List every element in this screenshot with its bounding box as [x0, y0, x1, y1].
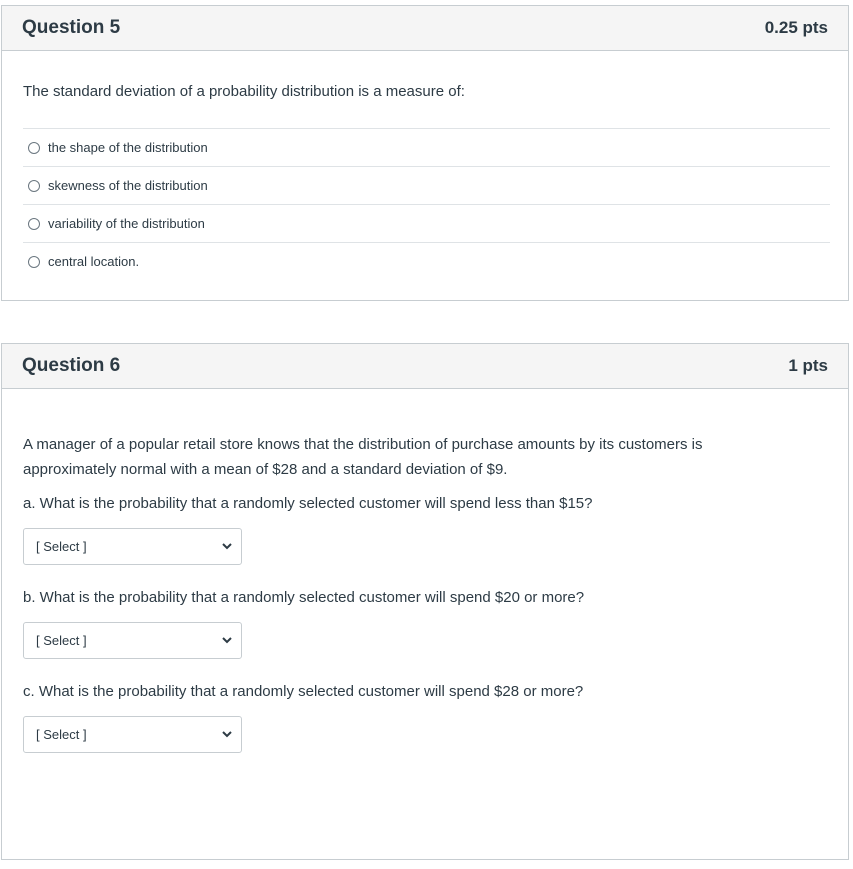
- radio-button[interactable]: [28, 142, 40, 154]
- sub-question-a: a. What is the probability that a randomly selected customer will spend less than $15?: [23, 495, 593, 512]
- question-points: 0.25 pts: [764, 18, 828, 37]
- chevron-down-icon: [221, 635, 233, 647]
- sub-question-b: b. What is the probability that a randomly selected customer will spend $20 or more?: [23, 589, 585, 606]
- radio-button[interactable]: [28, 180, 40, 192]
- dropdown-value: [ Select ]: [36, 539, 87, 554]
- question-6-card: [1, 343, 849, 860]
- answer-dropdown-a[interactable]: [23, 528, 242, 565]
- answer-label: the shape of the distribution: [48, 140, 208, 155]
- question-points: 1 pts: [788, 356, 828, 375]
- question-title: Question 6: [22, 355, 121, 376]
- answer-dropdown-c[interactable]: [23, 716, 242, 753]
- answer-label: central location.: [48, 254, 140, 269]
- question-intro: A manager of a popular retail store knows that the distribution of purchase amounts by its customers is approximately normal with a mean of $28 and a standard deviation of $9.: [23, 436, 703, 478]
- radio-button[interactable]: [28, 256, 40, 268]
- answer-label: variability of the distribution: [48, 216, 205, 231]
- sub-question-c: c. What is the probability that a randomly selected customer will spend $28 or more?: [23, 683, 584, 700]
- question-5-header: [2, 6, 848, 51]
- dropdown-value: [ Select ]: [36, 727, 87, 742]
- answer-option-central-location[interactable]: [23, 242, 830, 280]
- question-6-header: [2, 344, 848, 389]
- question-title: Question 5: [22, 17, 121, 38]
- answer-list: [23, 128, 830, 280]
- dropdown-value: [ Select ]: [36, 633, 87, 648]
- chevron-down-icon: [221, 729, 233, 741]
- question-5-card: [1, 5, 849, 301]
- question-text: The standard deviation of a probability distribution is a measure of:: [23, 83, 465, 100]
- question-6-body: [23, 432, 783, 753]
- answer-dropdown-b[interactable]: [23, 622, 242, 659]
- answer-label: skewness of the distribution: [48, 178, 208, 193]
- answer-option-variability[interactable]: [23, 204, 830, 242]
- chevron-down-icon: [221, 541, 233, 553]
- answer-option-skewness[interactable]: [23, 166, 830, 204]
- answer-option-shape[interactable]: [23, 128, 830, 166]
- radio-button[interactable]: [28, 218, 40, 230]
